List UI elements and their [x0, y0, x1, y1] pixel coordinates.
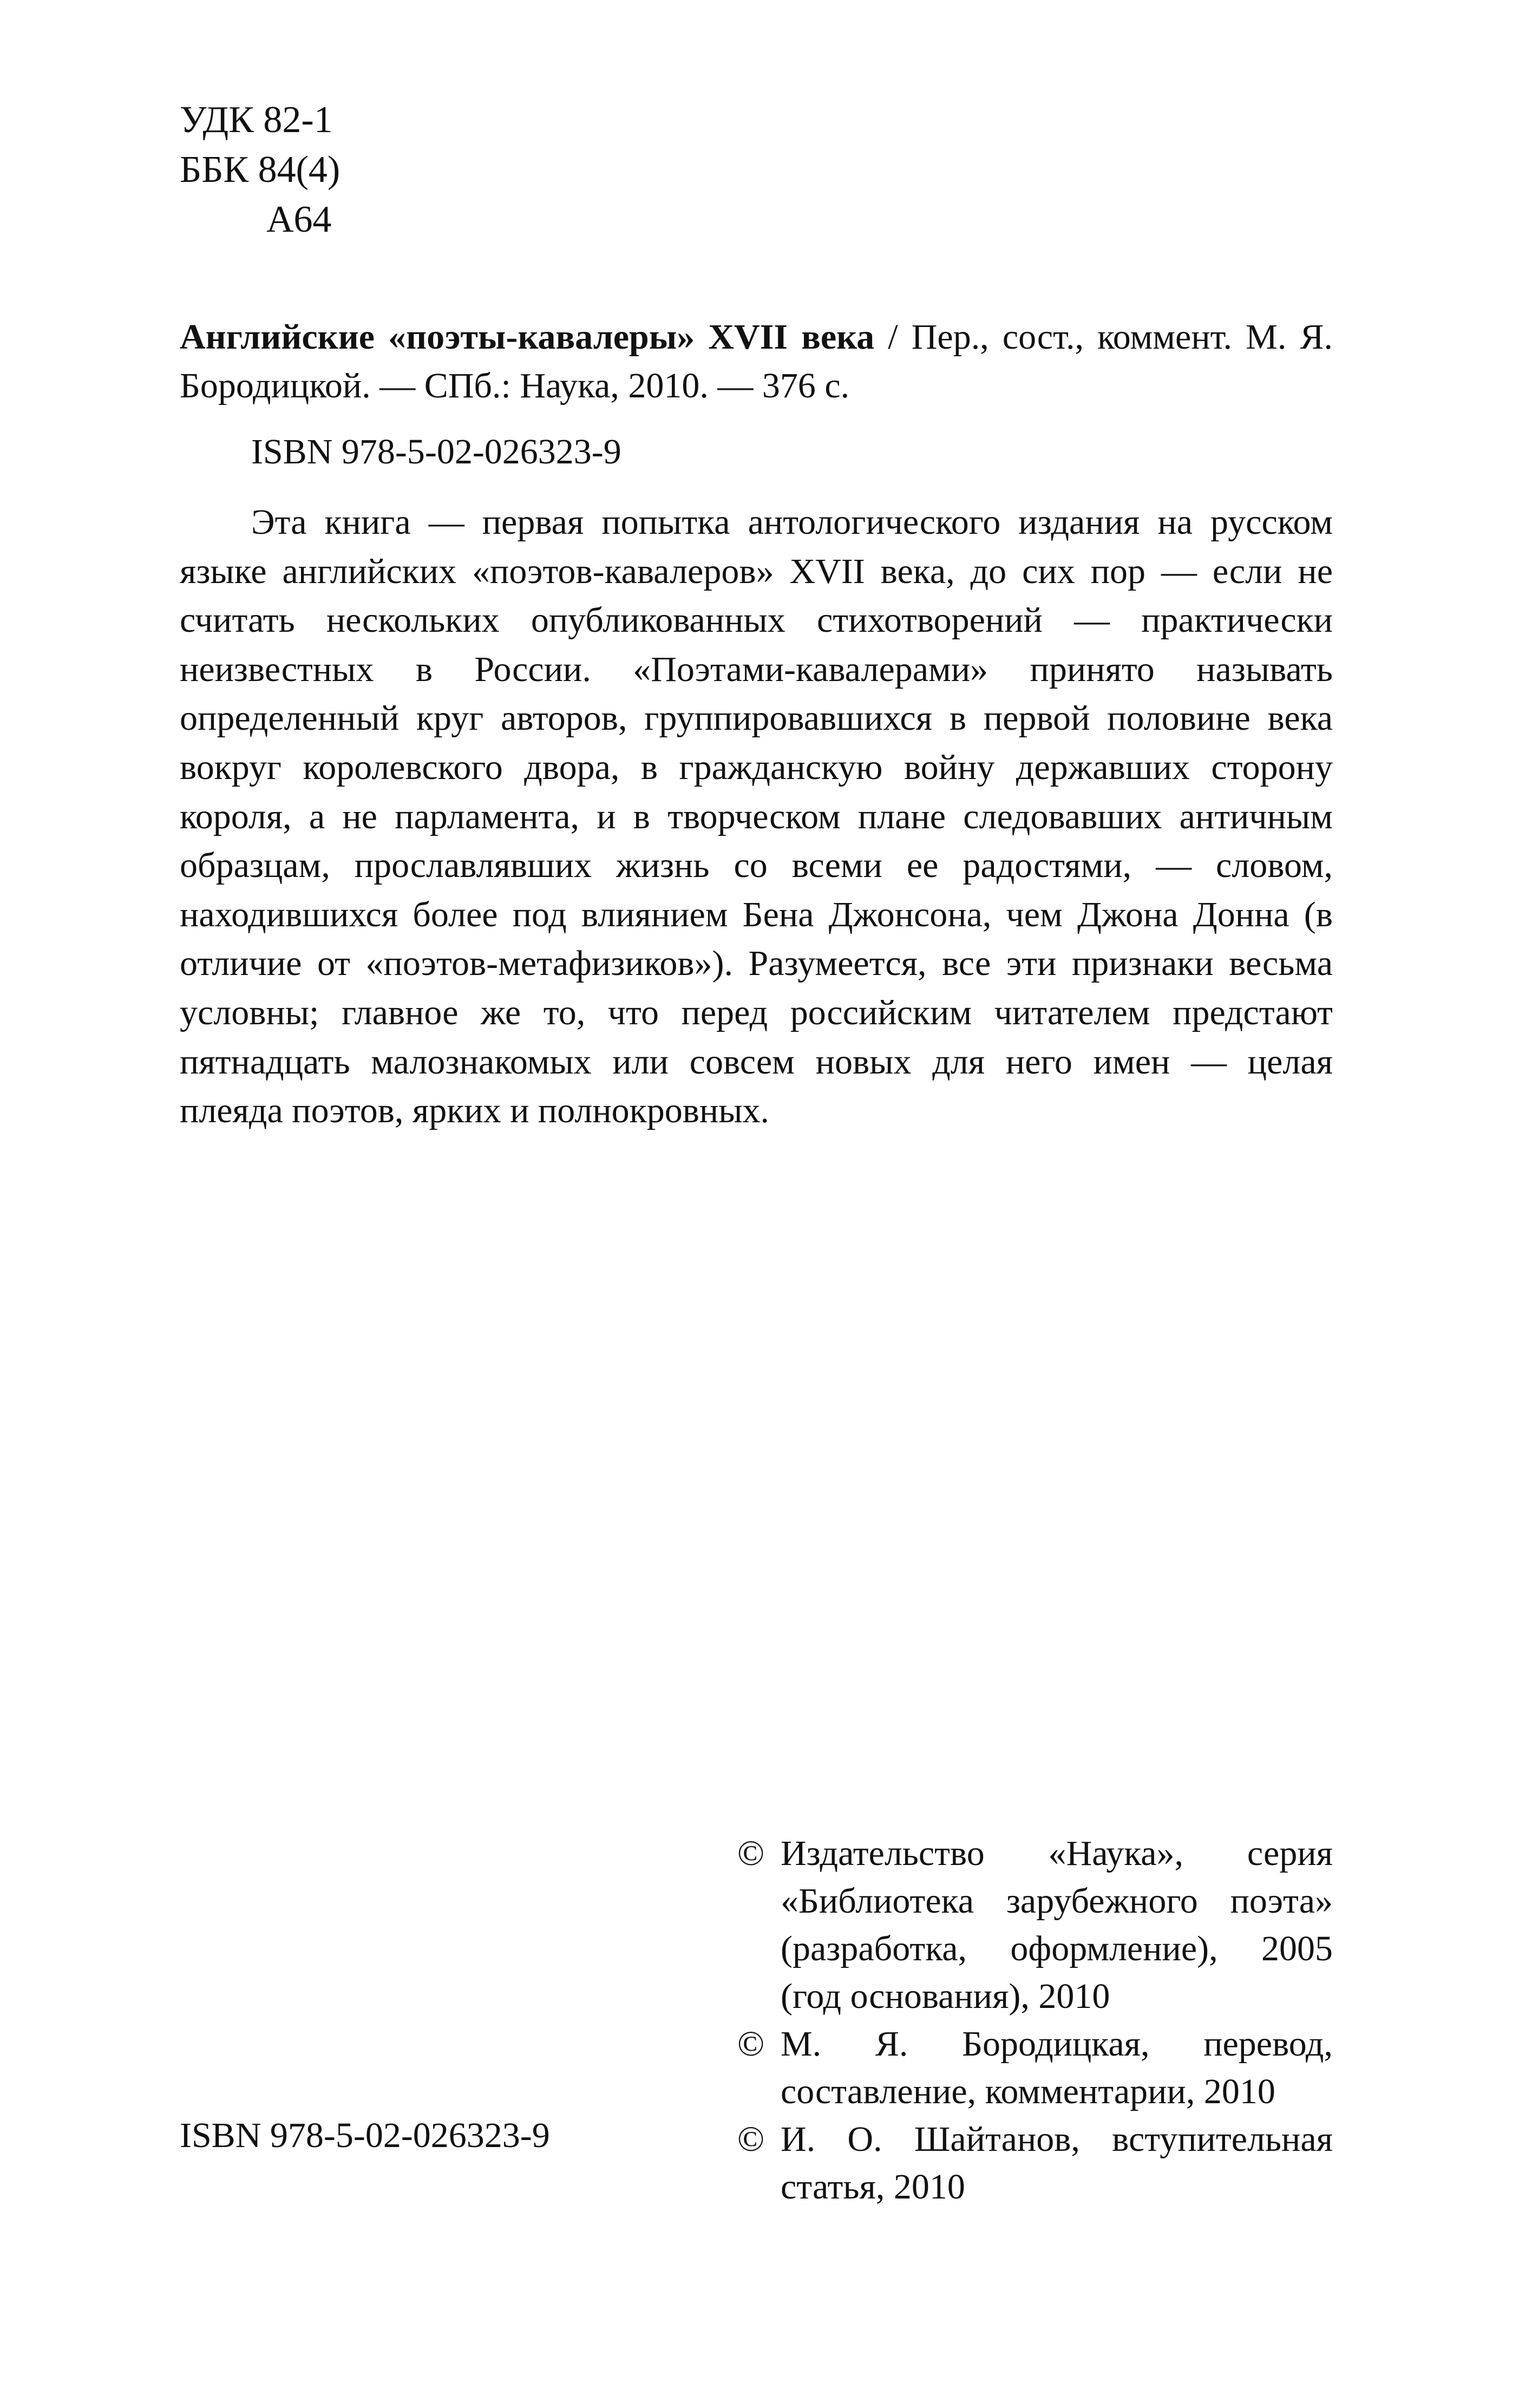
copyright-text: М. Я. Бородицкая, перевод, составление, комментарии, 2010	[781, 2024, 1333, 2111]
copyright-text: И. О. Шайтанов, вступительная статья, 2010	[781, 2119, 1333, 2207]
book-abstract: Эта книга — первая попытка антологического издания на русском языке английских «поэтов-кавалеров» XVII века, до сих пор — если не считать нескольких опубликованных стихотворений — практически неизвестных в России. «Поэтами-кавалерами» принято называть определенный круг авторов, группировавшихся в первой половине века вокруг королевского двора, в гражданскую войну державших сторону короля, а не парламента, и в творческом плане следовавших античным образцам, прославлявших жизнь со всеми ее радостями, — словом, находившихся более под влиянием Бена Джонсона, чем Джона Донна (в отличие от «поэтов-метафизиков»). Разумеется, все эти признаки весьма условны; главное же то, что перед российским читателем предстают пятнадцать малознакомых или совсем новых для него имен — целая плеяда поэтов, ярких и полнокровных.	[180, 502, 1333, 1131]
bibliographic-record	[180, 313, 1333, 410]
copyright-notice-translator	[737, 2020, 1333, 2116]
author-mark: А64	[266, 199, 332, 240]
classification-codes	[180, 95, 340, 245]
copyright-icon: ©	[737, 2119, 765, 2159]
copyright-text: Издательство «Наука», серия «Библиотека зарубежного поэта» (разработка, оформление), 2005 (год основания), 2010	[781, 1834, 1333, 2016]
bibliographic-details: / Пер., сост., коммент. М. Я. Бородицкой. — СПб.: Наука, 2010. — 376 с.	[180, 317, 1333, 405]
copyright-notice-publisher	[737, 1830, 1333, 2020]
bbk-code: ББК 84(4)	[180, 149, 341, 191]
copyright-icon: ©	[737, 1834, 765, 1873]
isbn-bottom: ISBN 978-5-02-026323-9	[180, 2116, 550, 2155]
copyright-notices	[737, 1830, 1333, 2211]
isbn-top: ISBN 978-5-02-026323-9	[251, 432, 621, 472]
copyright-notice-introduction	[737, 2116, 1333, 2211]
book-title: Английские «поэты-кавалеры» XVII века	[180, 317, 875, 357]
copyright-icon: ©	[737, 2024, 765, 2064]
udk-code: УДК 82-1	[180, 99, 333, 141]
